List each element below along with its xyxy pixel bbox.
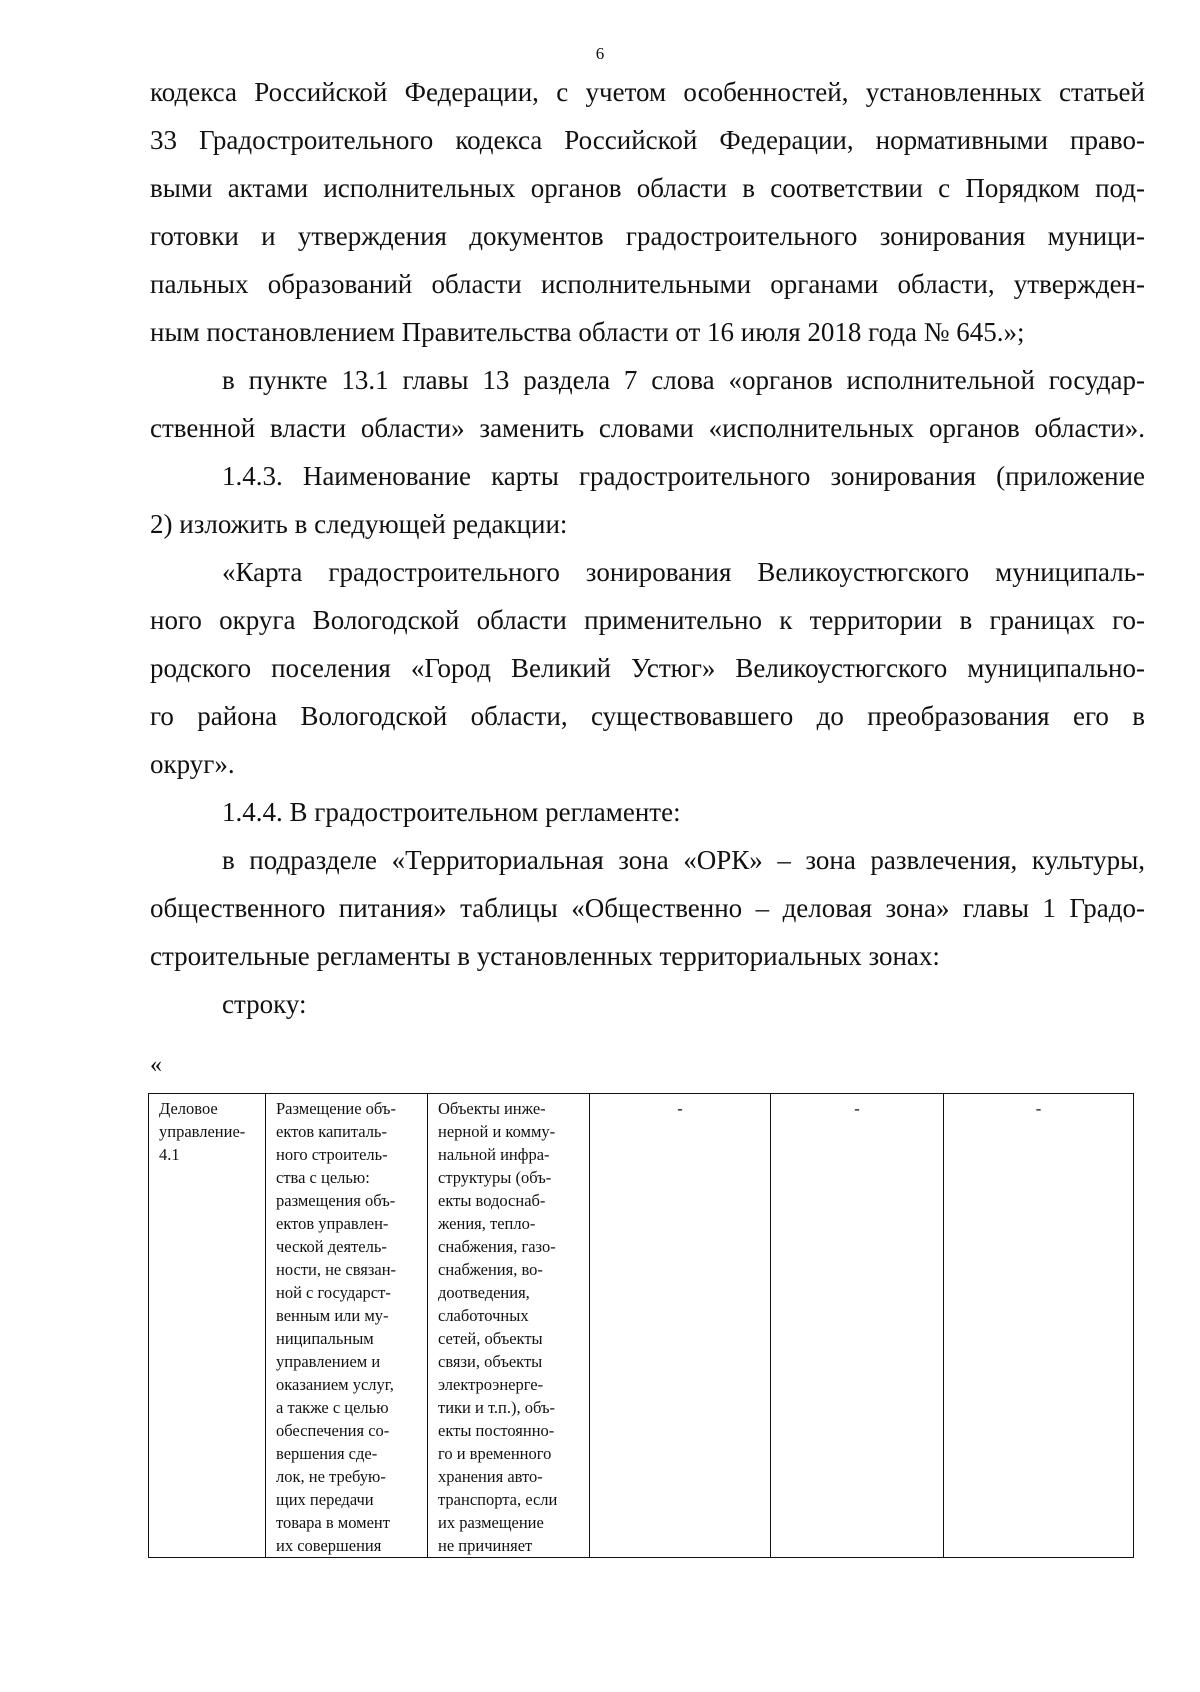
- cell-text-line: обеспечения со-: [276, 1421, 390, 1440]
- cell-text-line: их размещение: [438, 1513, 544, 1532]
- text-line: кодекса Российской Федерации, с учетом особенностей, установленных статьей: [150, 77, 1145, 107]
- cell-text-line: оказанием услуг,: [276, 1375, 394, 1394]
- cell-text-line: лок, не требую-: [276, 1467, 386, 1486]
- text-line: округ».: [150, 749, 235, 779]
- cell-text-line: ности, не связан-: [276, 1260, 397, 1279]
- text-line: ного округа Вологодской области применительно к территории в границах го-: [150, 605, 1145, 635]
- cell-text-line: екты постоянно-: [438, 1421, 555, 1440]
- cell-text-line: хранения авто-: [438, 1467, 543, 1486]
- text-line: ным постановлением Правительства области от 16 июля 2018 года № 645.»;: [150, 317, 1025, 347]
- cell-text-line: 4.1: [159, 1145, 180, 1164]
- cell-text-line: а также с целью: [276, 1398, 389, 1417]
- cell-text-line: размещения объ-: [276, 1191, 396, 1210]
- empty-value-cell: -: [771, 1094, 944, 1558]
- text-line: готовки и утверждения документов градостроительного зонирования муници-: [150, 221, 1145, 251]
- cell-text-line: Объекты инже-: [438, 1099, 546, 1118]
- cell-text-line: не причиняет: [438, 1536, 533, 1555]
- cell-text-line: ной с государст-: [276, 1283, 391, 1302]
- empty-value-cell: -: [590, 1094, 771, 1558]
- text-line: строительные регламенты в установленных территориальных зонах:: [150, 941, 940, 971]
- cell-text-line: товара в момент: [276, 1513, 390, 1532]
- text-line: «Карта градостроительного зонирования Великоустюгского муниципаль-: [222, 557, 1145, 587]
- text-line: в пункте 13.1 главы 13 раздела 7 слова «органов исполнительной государ-: [222, 365, 1145, 395]
- text-line: 33 Градостроительного кодекса Российской Федерации, нормативными право-: [150, 125, 1145, 155]
- text-line: общественного питания» таблицы «Общественно – деловая зона» главы 1 Градо-: [150, 893, 1145, 923]
- cell-text-line: нерной и комму-: [438, 1122, 556, 1141]
- permitted-use-cell: [266, 1094, 428, 1558]
- text-line: 1.4.3. Наименование карты градостроительного зонирования (приложение: [222, 461, 1145, 491]
- text-line: 1.4.4. В градостроительном регламенте:: [222, 797, 681, 827]
- auxiliary-objects-cell: [428, 1094, 590, 1558]
- cell-text-line: Размещение объ-: [276, 1099, 396, 1118]
- cell-text-line: ектов управлен-: [276, 1214, 389, 1233]
- cell-text-line: управлением и: [276, 1352, 381, 1371]
- text-line: го района Вологодской области, существовавшего до преобразования его в: [150, 701, 1145, 731]
- cell-text-line: управление-: [159, 1122, 246, 1141]
- cell-text-line: электроэнерге-: [438, 1375, 544, 1394]
- document-body: [150, 68, 1145, 1028]
- cell-text-line: вершения сде-: [276, 1444, 378, 1463]
- cell-text-line: екты водоснаб-: [438, 1191, 546, 1210]
- cell-text-line: венным или му-: [276, 1306, 389, 1325]
- zone-code-cell: [149, 1094, 266, 1558]
- cell-text-line: слаботочных: [438, 1306, 529, 1325]
- cell-text-line: их совершения: [276, 1536, 382, 1555]
- page-number: 6: [595, 44, 605, 63]
- cell-text-line: сетей, объекты: [438, 1329, 543, 1348]
- cell-text-line: доотведения,: [438, 1283, 530, 1302]
- cell-text-line: ектов капиталь-: [276, 1122, 387, 1141]
- text-line: родского поселения «Город Великий Устюг» Великоустюгского муниципально-: [150, 653, 1145, 683]
- cell-text-line: жения, тепло-: [438, 1214, 536, 1233]
- text-line: ственной власти области» заменить словами «исполнительных органов области».: [150, 413, 1145, 443]
- cell-text-line: тики и т.п.), объ-: [438, 1398, 556, 1417]
- cell-text-line: ства с целью:: [276, 1168, 370, 1187]
- cell-text-line: связи, объекты: [438, 1352, 543, 1371]
- cell-text-line: го и временного: [438, 1444, 552, 1463]
- regulation-table: [148, 1093, 1134, 1558]
- cell-text-line: щих передачи: [276, 1490, 374, 1509]
- cell-text-line: структуры (объ-: [438, 1168, 552, 1187]
- cell-text-line: Деловое: [159, 1099, 218, 1118]
- text-line: в подразделе «Территориальная зона «ОРК» – зона развлечения, культуры,: [222, 845, 1145, 875]
- text-line: строку:: [222, 989, 307, 1019]
- opening-quote-mark: «: [150, 1052, 162, 1078]
- text-line: пальных образований области исполнительными органами области, утвержден-: [150, 269, 1145, 299]
- cell-text-line: снабжения, газо-: [438, 1237, 556, 1256]
- cell-text-line: ного строитель-: [276, 1145, 388, 1164]
- cell-text-line: ческой деятель-: [276, 1237, 387, 1256]
- cell-text-line: нальной инфра-: [438, 1145, 550, 1164]
- text-line: 2) изложить в следующей редакции:: [150, 509, 568, 539]
- text-line: выми актами исполнительных органов области в соответствии с Порядком под-: [150, 173, 1145, 203]
- cell-text-line: ниципальным: [276, 1329, 374, 1348]
- empty-value-cell: -: [944, 1094, 1134, 1558]
- cell-text-line: транспорта, если: [438, 1490, 558, 1509]
- cell-text-line: снабжения, во-: [438, 1260, 543, 1279]
- table-row: [149, 1094, 1134, 1558]
